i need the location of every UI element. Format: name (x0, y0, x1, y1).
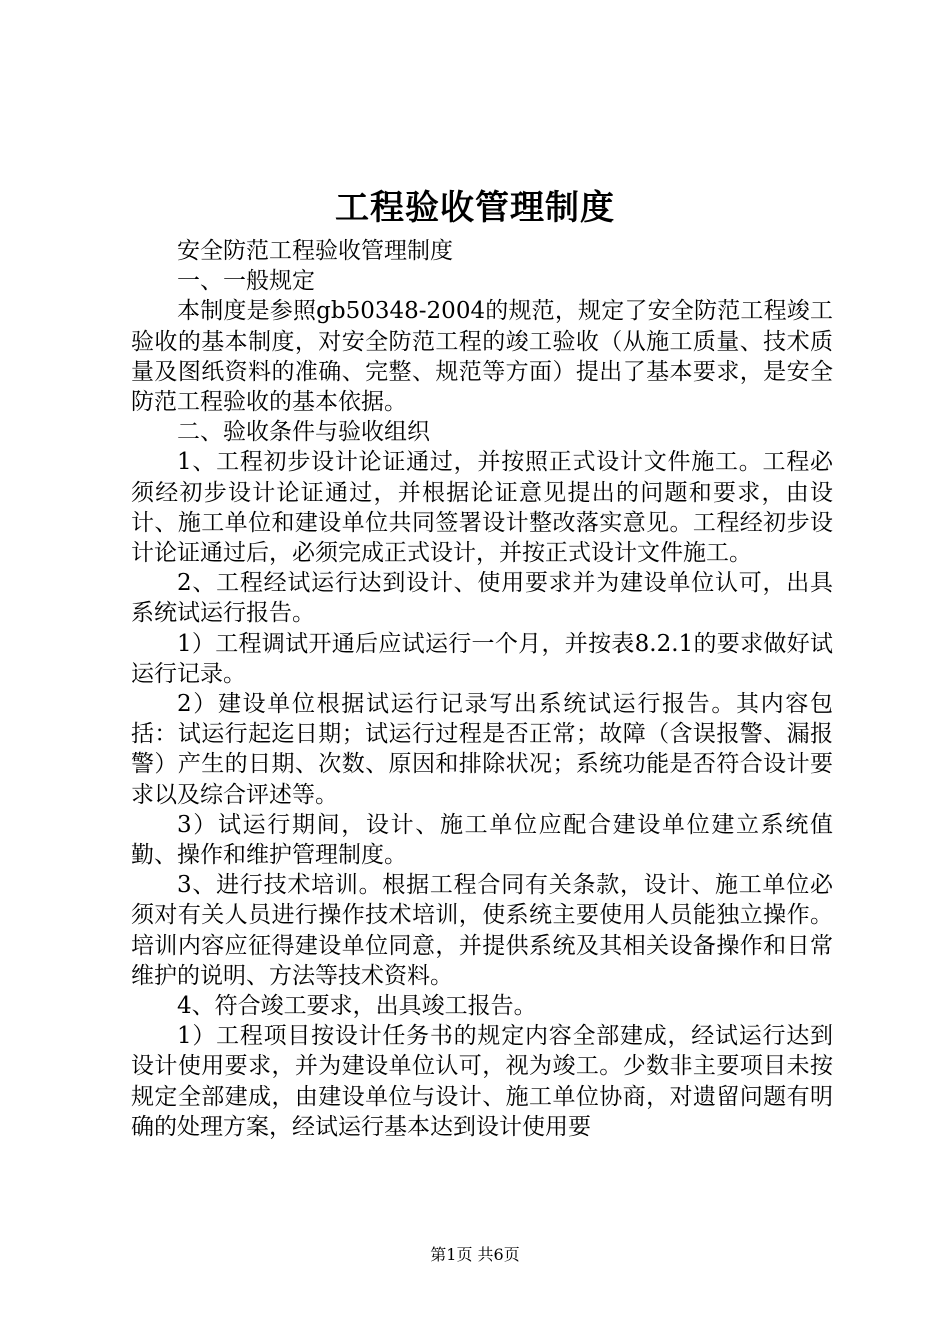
paragraph: 3、进行技术培训。根据工程合同有关条款，设计、施工单位必须对有关人员进行操作技术培训，使系统主要使用人员能独立操作。培训内容应征得建设单位同意，并提供系统及其相关设备操作和日常维护的说明、方法等技术资料。 (131, 872, 833, 989)
paragraph: 4、符合竣工要求，出具竣工报告。 (177, 993, 537, 1020)
paragraph: 2、工程经试运行达到设计、使用要求并为建设单位认可，出具系统试运行报告。 (131, 570, 833, 627)
paragraph: 3）试运行期间，设计、施工单位应配合建设单位建立系统值勤、操作和维护管理制度。 (131, 811, 833, 869)
paragraph: 1）工程调试开通后应试运行一个月，并按表8.2.1的要求做好试运行记录。 (131, 630, 833, 687)
paragraph: 1、工程初步设计论证通过，并按照正式设计文件施工。工程必须经初步设计论证通过，并根据论证意见提出的问题和要求，由设计、施工单位和建设单位共同签署设计整改落实意见。工程经初步设计论证通过后，必须完成正式设计，并按正式设计文件施工。 (131, 449, 833, 567)
document-body (131, 236, 833, 1142)
paragraph: 2）建设单位根据试运行记录写出系统试运行报告。其内容包括：试运行起迄日期；试运行过程是否正常；故障（含误报警、漏报警）产生的日期、次数、原因和排除状况；系统功能是否符合设计要求以及综合评述等。 (131, 691, 833, 808)
paragraph: 一、一般规定 (177, 268, 315, 295)
paragraph: 本制度是参照gb50348-2004的规范，规定了安全防范工程竣工验收的基本制度，对安全防范工程的竣工验收（从施工质量、技术质量及图纸资料的准确、完整、规范等方面）提出了基本要求，是安全防范工程验收的基本依据。 (131, 298, 833, 416)
page-title: 工程验收管理制度 (335, 188, 615, 228)
paragraph: 二、验收条件与验收组织 (177, 419, 430, 446)
paragraph: 安全防范工程验收管理制度 (177, 238, 453, 264)
page-number: 第1页 共6页 (430, 1245, 520, 1264)
paragraph: 1）工程项目按设计任务书的规定内容全部建成，经试运行达到设计使用要求，并为建设单位认可，视为竣工。少数非主要项目未按规定全部建成，由建设单位与设计、施工单位协商，对遗留问题有明确的处理方案，经试运行基本达到设计使用要 (131, 1023, 833, 1140)
